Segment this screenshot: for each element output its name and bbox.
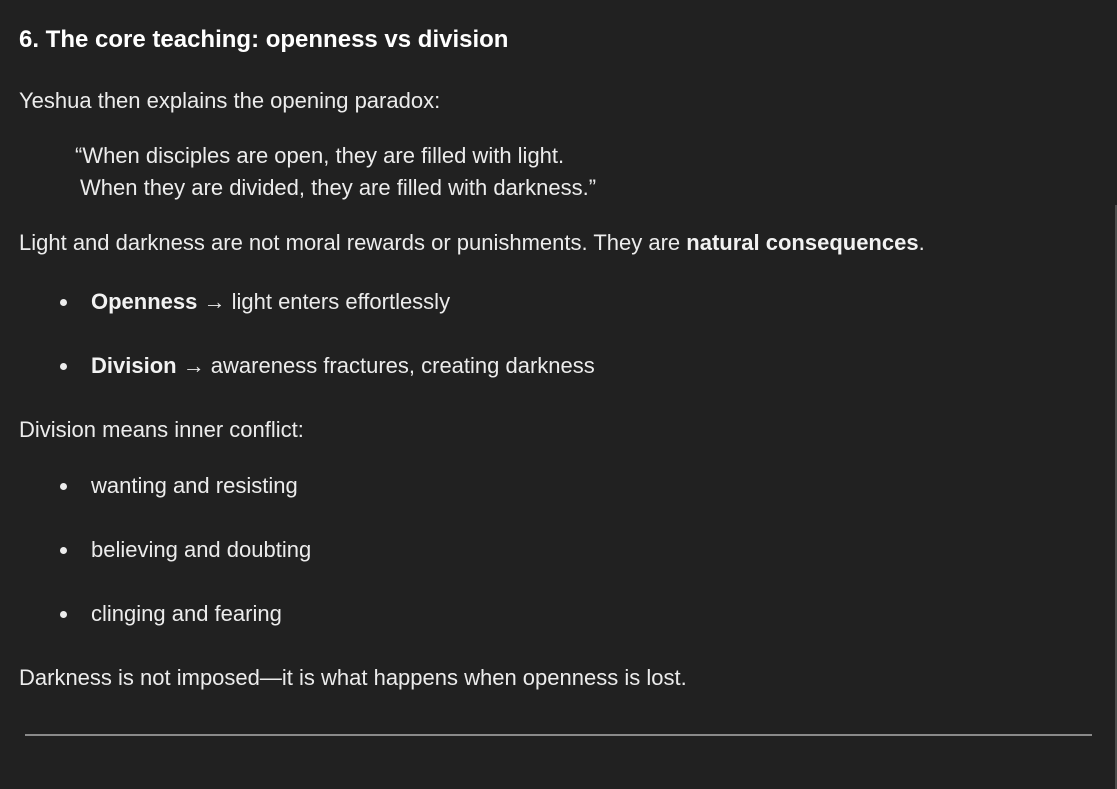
conflict-list bbox=[19, 470, 1103, 630]
quote-line-1: “When disciples are open, they are filled with light. bbox=[75, 143, 565, 168]
list-item-bold-term: Openness bbox=[91, 289, 198, 314]
conflict-paragraph: Division means inner conflict: bbox=[19, 417, 304, 442]
list-item: clinging and fearing bbox=[19, 598, 1103, 630]
horizontal-rule bbox=[25, 734, 1092, 736]
list-item bbox=[19, 350, 1103, 382]
list-item: wanting and resisting bbox=[19, 470, 1103, 502]
list-item bbox=[19, 286, 1103, 318]
list-item-bold-term: Division bbox=[91, 353, 177, 378]
list-item-text: → light enters effortlessly bbox=[197, 289, 451, 314]
consequences-bold-text: natural consequences bbox=[686, 230, 919, 255]
consequences-text-prefix: Light and darkness are not moral rewards or punishments. They are bbox=[19, 230, 687, 255]
section-heading: 6. The core teaching: openness vs division bbox=[19, 26, 509, 53]
list-item-text: → awareness fractures, creating darkness bbox=[176, 353, 595, 378]
intro-paragraph: Yeshua then explains the opening paradox: bbox=[19, 88, 441, 113]
openness-division-list bbox=[19, 286, 1103, 382]
closing-paragraph: Darkness is not imposed—it is what happens when openness is lost. bbox=[19, 665, 687, 690]
consequences-paragraph bbox=[19, 227, 1103, 259]
list-item: believing and doubting bbox=[19, 534, 1103, 566]
quote-line-2: When they are divided, they are filled with darkness.” bbox=[80, 175, 597, 200]
quote-block bbox=[75, 140, 1103, 204]
consequences-text-suffix: . bbox=[918, 230, 925, 255]
